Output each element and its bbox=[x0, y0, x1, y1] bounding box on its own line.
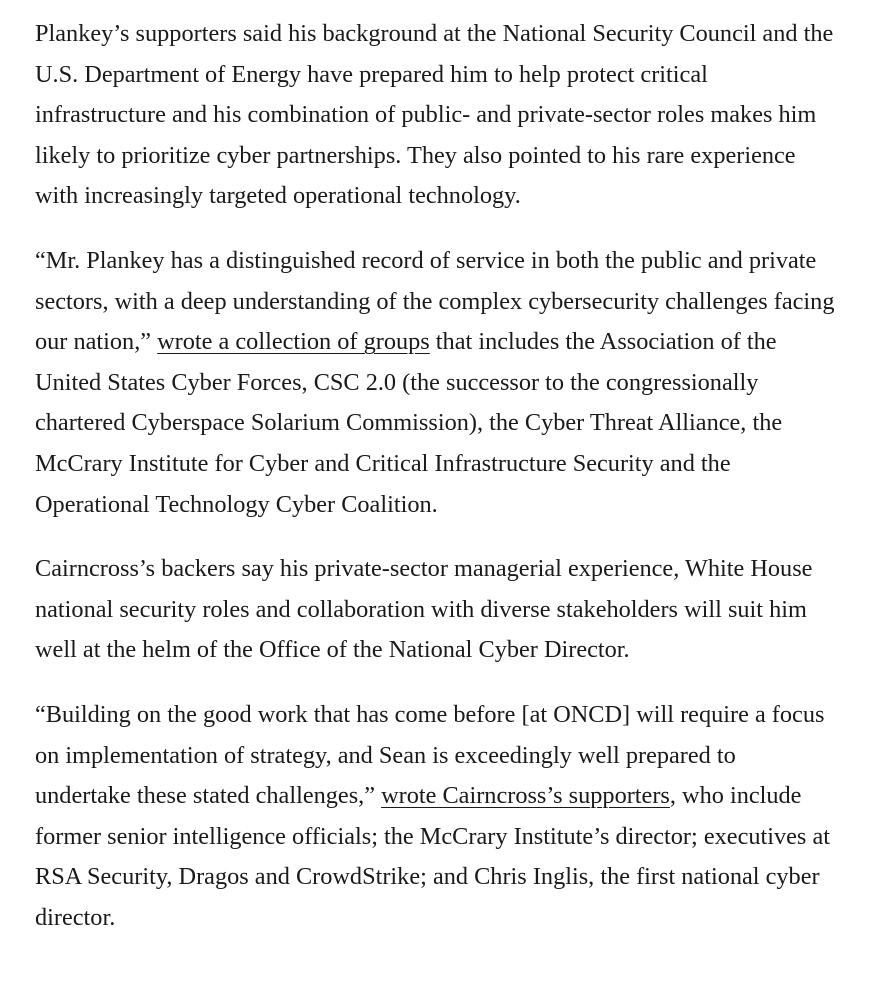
article-body bbox=[35, 14, 835, 938]
paragraph-cairncross-quote bbox=[35, 695, 835, 939]
quote-text-after-link: , who include former senior intelligence officials; the McCrary Institute’s director; executives at RSA Security, Dragos and CrowdStrike; and Chris Inglis, the first national cyber director. bbox=[35, 782, 830, 931]
paragraph-text: Cairncross’s backers say his private-sector managerial experience, White House national security roles and collaboration with diverse stakeholders will suit him well at the helm of the Office of the National Cyber Director. bbox=[35, 555, 813, 664]
paragraph-text: Plankey’s supporters said his background at the National Security Council and the U.S. Department of Energy have prepared him to help protect critical infrastructure and his combination of public- and private-sector roles makes him likely to prioritize cyber partnerships. They also pointed to his rare experience with increasingly targeted operational technology. bbox=[35, 20, 834, 210]
quote-text-before-link: “Building on the good work that has come before [at ONCD] will require a focus on implementation of strategy, and Sean is exceedingly well prepared to undertake these stated challenges,” bbox=[35, 700, 825, 810]
cairncross-supporters-link[interactable]: wrote Cairncross’s supporters bbox=[381, 782, 670, 810]
collection-of-groups-link[interactable]: wrote a collection of groups bbox=[157, 328, 430, 356]
paragraph-plankey-supporters bbox=[35, 14, 835, 217]
paragraph-cairncross-backers bbox=[35, 549, 835, 671]
quote-text-after-link: that includes the Association of the United States Cyber Forces, CSC 2.0 (the successor to the congressionally chartered Cyberspace Solarium Commission), the Cyber Threat Alliance, the McCrary Institute for Cyber and Critical Infrastructure Security and the Operational Technology Cyber Coalition. bbox=[35, 328, 783, 518]
paragraph-plankey-quote bbox=[35, 241, 835, 525]
quote-text-before-link: “Mr. Plankey has a distinguished record of service in both the public and private sectors, with a deep understanding of the complex cybersecurity challenges facing our nation,” bbox=[35, 246, 835, 356]
